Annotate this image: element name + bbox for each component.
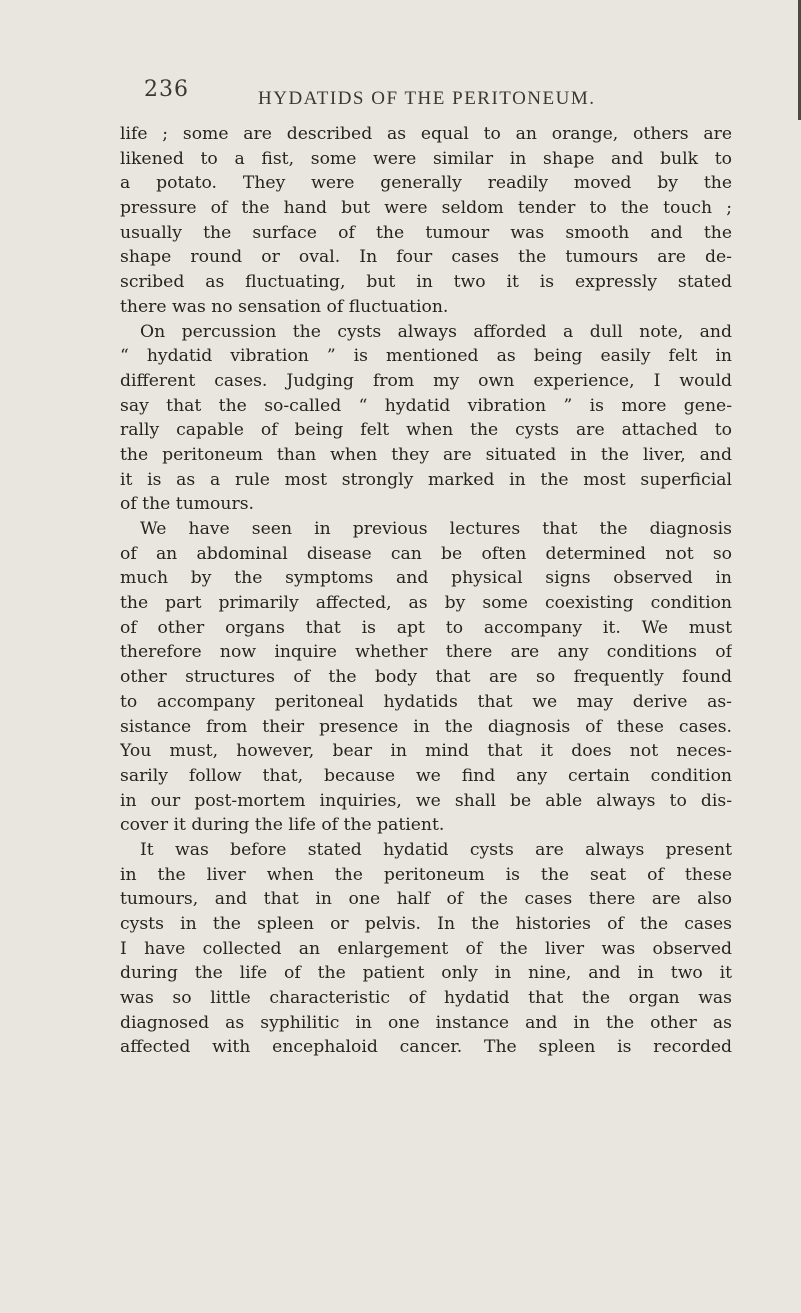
text-line: cover it during the life of the patient.	[120, 815, 445, 836]
text-line: pressure of the hand but were seldom tender to the touch ;	[120, 198, 732, 219]
text-line: the peritoneum than when they are situated in the liver, and	[120, 444, 732, 465]
text-line: there was no sensation of fluctuation.	[120, 296, 449, 317]
running-title: HYDATIDS OF THE PERITONEUM.	[258, 88, 596, 109]
text-line: much by the symptoms and physical signs observed in	[120, 568, 732, 589]
text-line: was so little characteristic of hydatid that the organ was	[120, 988, 732, 1009]
text-line: the part primarily affected, as by some coexisting condition	[120, 593, 732, 614]
text-line: likened to a fist, some were similar in shape and bulk to	[120, 148, 732, 169]
text-line: it is as a rule most strongly marked in the most superficial	[120, 469, 732, 490]
text-line: You must, however, bear in mind that it does not neces-	[120, 741, 732, 762]
text-line: rally capable of being felt when the cysts are attached to	[120, 420, 732, 441]
text-line: tumours, and that in one half of the cases there are also	[120, 889, 732, 910]
text-line: of other organs that is apt to accompany it. We must	[120, 617, 732, 638]
text-line: sistance from their presence in the diagnosis of these cases.	[120, 716, 732, 737]
text-line: during the life of the patient only in nine, and in two it	[120, 963, 732, 984]
text-line: I have collected an enlargement of the liver was observed	[120, 938, 732, 959]
text-line: “ hydatid vibration ” is mentioned as being easily felt in	[120, 346, 732, 367]
text-line: other structures of the body that are so frequently found	[120, 667, 732, 688]
text-line: cysts in the spleen or pelvis. In the histories of the cases	[120, 914, 732, 934]
text-line: sarily follow that, because we find any certain condition	[120, 765, 732, 786]
text-line: shape round or oval. In four cases the tumours are de-	[120, 247, 732, 268]
text-line: different cases. Judging from my own experience, I would	[120, 370, 732, 391]
text-line: therefore now inquire whether there are any conditions of	[120, 642, 732, 663]
text-line: in the liver when the peritoneum is the seat of these	[120, 864, 732, 885]
text-line: usually the surface of the tumour was smooth and the	[120, 222, 732, 243]
text-line: of the tumours.	[120, 494, 254, 515]
text-line: scribed as fluctuating, but in two it is expressly stated	[120, 272, 732, 293]
body-text	[120, 122, 732, 1060]
text-line: life ; some are described as equal to an orange, others are	[120, 124, 732, 144]
text-line: diagnosed as syphilitic in one instance and in the other as	[120, 1012, 732, 1033]
text-line: affected with encephaloid cancer. The spleen is recorded	[120, 1037, 732, 1058]
text-line: say that the so-called “ hydatid vibration ” is more gene-	[120, 395, 732, 416]
text-line: a potato. They were generally readily moved by the	[120, 173, 732, 194]
text-line: It was before stated hydatid cysts are always present	[140, 839, 732, 860]
text-line: in our post-mortem inquiries, we shall be able always to dis-	[120, 790, 732, 811]
text-line: We have seen in previous lectures that the diagnosis	[140, 519, 732, 539]
page-number: 236	[144, 77, 189, 102]
text-line: of an abdominal disease can be often determined not so	[120, 543, 732, 564]
text-line: to accompany peritoneal hydatids that we may derive as-	[120, 691, 732, 712]
text-line: On percussion the cysts always afforded a dull note, and	[140, 321, 732, 342]
